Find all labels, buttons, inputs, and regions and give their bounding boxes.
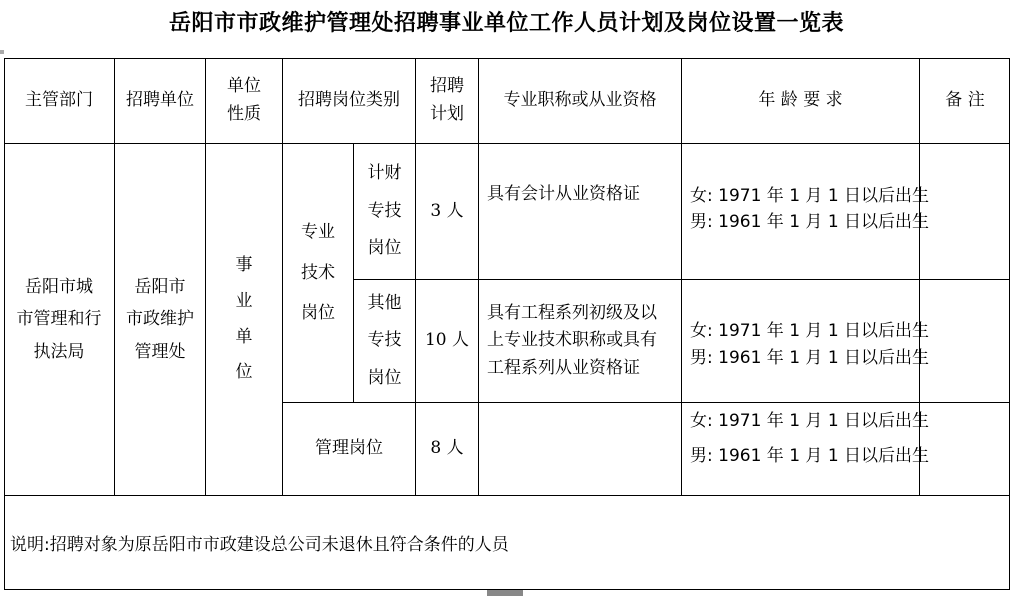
header-category: 招聘岗位类别 <box>298 89 400 110</box>
table-row-1-qualification: 具有会计从业资格证 <box>487 184 640 204</box>
header-dept: 主管部门 <box>25 89 93 110</box>
table-row-3-age-male: 男: 1961 年 1 月 1 日以后出生 <box>690 446 930 466</box>
table-note: 说明:招聘对象为原岳阳市市政建设总公司未退休且符合条件的人员 <box>10 535 509 555</box>
table-row-1-position: 计财 专技 岗位 <box>367 163 402 259</box>
table-row-3-position: 管理岗位 <box>315 438 383 459</box>
rule-body-bottom <box>4 495 1010 496</box>
header-plan: 招聘 计划 <box>430 76 464 124</box>
table-row-1-plan: 3 人 <box>430 200 464 221</box>
table-row-2-position: 其他 专技 岗位 <box>367 292 402 388</box>
table-row-3-age-female: 女: 1971 年 1 月 1 日以后出生 <box>690 411 930 431</box>
header-nature: 单位 性质 <box>227 76 261 124</box>
unit-cell: 岳阳市 市政维护 管理处 <box>126 277 194 362</box>
table-row-2-age-female: 女: 1971 年 1 月 1 日以后出生 <box>690 321 930 341</box>
table-row-2-age-male: 男: 1961 年 1 月 1 日以后出生 <box>690 348 930 368</box>
dept-cell: 岳阳市城 市管理和行 执法局 <box>16 277 102 362</box>
header-remark: 备 注 <box>945 89 985 110</box>
header-age: 年 龄 要 求 <box>758 89 843 110</box>
edge-marker <box>487 590 523 596</box>
header-qualification: 专业职称或从业资格 <box>503 89 657 110</box>
page-title: 岳阳市市政维护管理处招聘事业单位工作人员计划及岗位设置一览表 <box>168 11 844 36</box>
table-row-2-plan: 10 人 <box>424 330 470 351</box>
header-unit: 招聘单位 <box>126 89 194 110</box>
margin-tick <box>0 50 4 54</box>
table-row-1-age-female: 女: 1971 年 1 月 1 日以后出生 <box>690 186 930 206</box>
table-row-3-qualification <box>487 403 681 495</box>
group-label-cell: 专业 技术 岗位 <box>301 221 335 324</box>
table-row-3-plan: 8 人 <box>430 438 464 459</box>
table-row-1-age-male: 男: 1961 年 1 月 1 日以后出生 <box>690 212 930 232</box>
nature-cell: 事 业 单 位 <box>235 255 253 383</box>
table-row-2-qualification: 具有工程系列初级及以 上专业技术职称或具有 工程系列从业资格证 <box>487 303 657 378</box>
